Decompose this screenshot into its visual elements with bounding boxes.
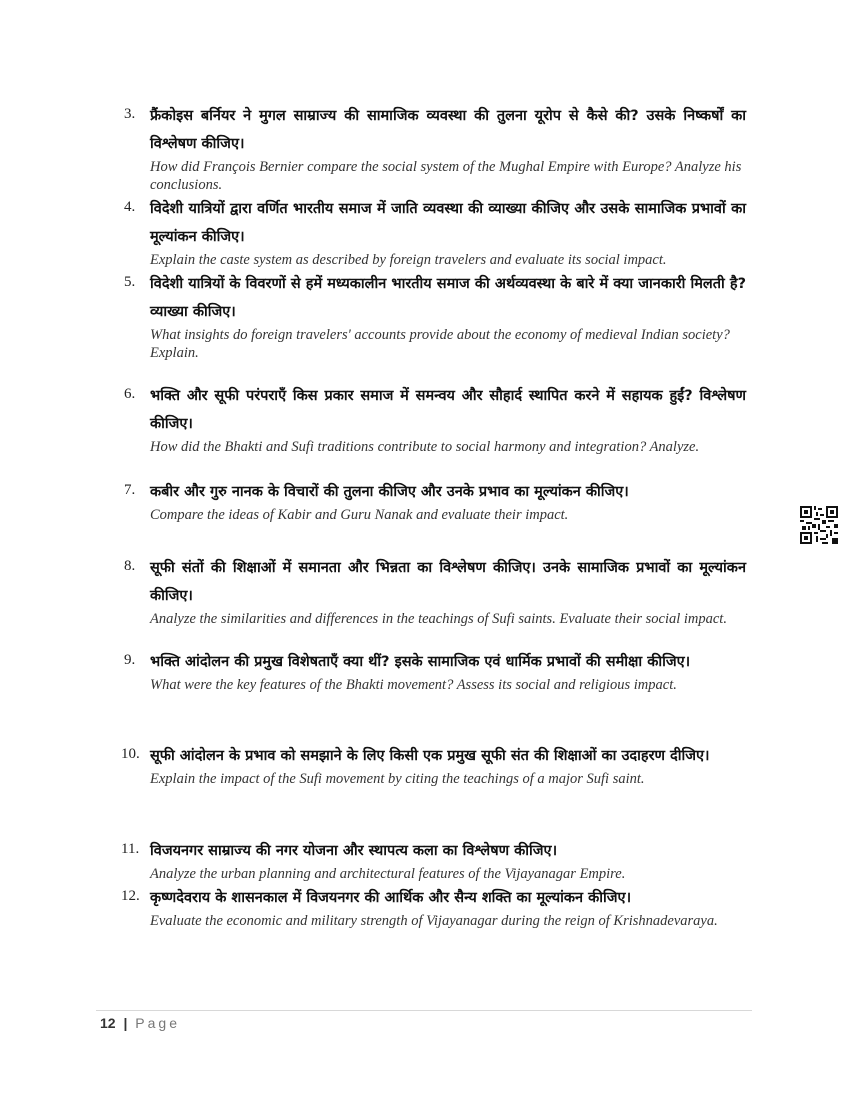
question-item	[121, 884, 746, 930]
page-footer	[100, 1015, 180, 1031]
question-number: 10.	[121, 746, 140, 762]
question-item	[124, 270, 746, 362]
question-hindi: सूफी संतों की शिक्षाओं में समानता और भिन्नता का विश्लेषण कीजिए। उनके सामाजिक प्रभावों का मूल्यांकन कीजिए।	[150, 560, 746, 604]
question-number: 9.	[124, 652, 136, 668]
question-item	[124, 195, 746, 269]
question-hindi: फ्रैंकोइस बर्नियर ने मुगल साम्राज्य की सामाजिक व्यवस्था की तुलना यूरोप से कैसे की? उसके निष्कर्षों का विश्लेषण कीजिए।	[150, 108, 746, 152]
question-number: 11.	[121, 841, 140, 857]
question-item	[124, 382, 746, 456]
question-item	[124, 478, 746, 524]
question-english: Analyze the similarities and differences in the teachings of Sufi saints. Evaluate their social impact.	[150, 611, 727, 627]
footer-separator: |	[123, 1015, 128, 1031]
question-item	[121, 837, 746, 883]
question-english: What were the key features of the Bhakti movement? Assess its social and religious impact.	[150, 677, 677, 693]
question-number: 3.	[124, 106, 136, 122]
question-number: 5.	[124, 274, 136, 290]
question-item	[121, 742, 746, 788]
question-english: Analyze the urban planning and architectural features of the Vijayanagar Empire.	[150, 866, 626, 882]
question-hindi: विदेशी यात्रियों द्वारा वर्णित भारतीय समाज में जाति व्यवस्था की व्याख्या कीजिए और उसके सामाजिक प्रभावों का मूल्यांकन कीजिए।	[150, 201, 746, 245]
footer-divider	[96, 1010, 752, 1011]
question-hindi: कबीर और गुरु नानक के विचारों की तुलना कीजिए और उनके प्रभाव का मूल्यांकन कीजिए।	[150, 484, 629, 500]
qr-code-icon	[800, 506, 838, 544]
question-item	[124, 648, 746, 694]
question-number: 6.	[124, 386, 136, 402]
question-english: Explain the caste system as described by foreign travelers and evaluate its social impact.	[150, 252, 667, 268]
question-hindi: भक्ति आंदोलन की प्रमुख विशेषताएँ क्या थीं? इसके सामाजिक एवं धार्मिक प्रभावों की समीक्षा कीजिए।	[150, 654, 691, 670]
question-hindi: कृष्णदेवराय के शासनकाल में विजयनगर की आर्थिक और सैन्य शक्ति का मूल्यांकन कीजिए।	[150, 890, 632, 906]
question-hindi: सूफी आंदोलन के प्रभाव को समझाने के लिए किसी एक प्रमुख सूफी संत की शिक्षाओं का उदाहरण दीजिए।	[150, 748, 710, 764]
question-hindi: भक्ति और सूफी परंपराएँ किस प्रकार समाज में समन्वय और सौहार्द स्थापित करने में सहायक हुईं? विश्लेषण कीजिए।	[150, 388, 746, 432]
question-english: Explain the impact of the Sufi movement by citing the teachings of a major Sufi saint.	[150, 771, 645, 787]
question-item	[124, 554, 746, 628]
question-number: 4.	[124, 199, 136, 215]
question-english: How did the Bhakti and Sufi traditions contribute to social harmony and integration? Analyze.	[150, 439, 700, 455]
question-english: What insights do foreign travelers' accounts provide about the economy of medieval Indian society? Explain.	[150, 327, 730, 361]
question-english: Evaluate the economic and military strength of Vijayanagar during the reign of Krishnadevaraya.	[150, 913, 718, 929]
question-hindi: विदेशी यात्रियों के विवरणों से हमें मध्यकालीन भारतीय समाज की अर्थव्यवस्था के बारे में क्या जानकारी मिलती है? व्याख्या कीजिए।	[150, 276, 746, 320]
question-number: 12.	[121, 888, 140, 904]
question-number: 8.	[124, 558, 136, 574]
question-number: 7.	[124, 482, 136, 498]
page-label: Page	[135, 1015, 180, 1031]
page-number: 12	[100, 1015, 116, 1031]
question-item	[124, 102, 746, 194]
question-english: Compare the ideas of Kabir and Guru Nanak and evaluate their impact.	[150, 507, 569, 523]
question-english: How did François Bernier compare the social system of the Mughal Empire with Europe? Analyze his conclusions.	[150, 159, 742, 193]
question-hindi: विजयनगर साम्राज्य की नगर योजना और स्थापत्य कला का विश्लेषण कीजिए।	[150, 843, 558, 859]
